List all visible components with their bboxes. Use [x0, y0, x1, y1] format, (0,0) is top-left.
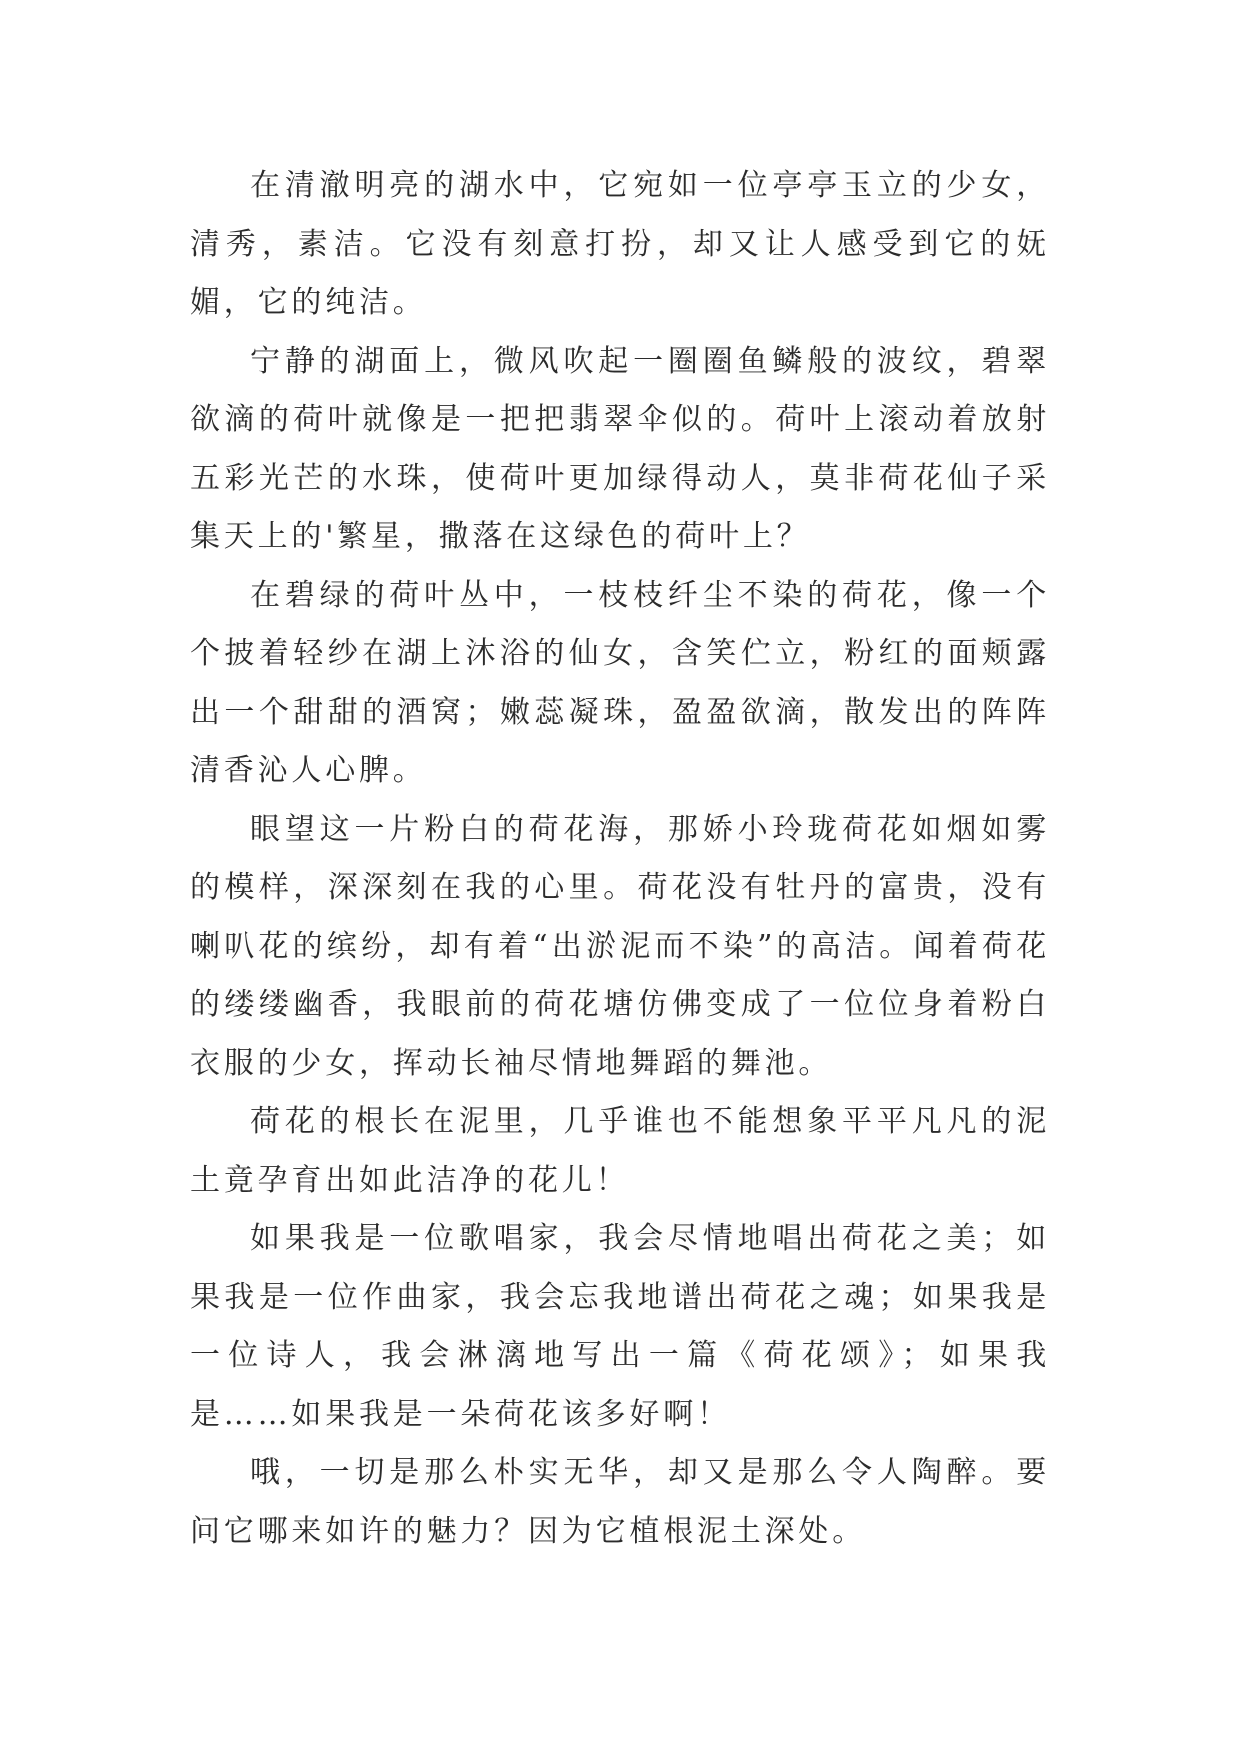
paragraph-6: 如果我是一位歌唱家，我会尽情地唱出荷花之美；如果我是一位作曲家，我会忘我地谱出荷花之魂；如果我是一位诗人，我会淋漓地写出一篇《荷花颂》；如果我是……如果我是一朵荷花该多好啊！ [190, 1221, 1050, 1432]
paragraph-4: 眼望这一片粉白的荷花海，那娇小玲珑荷花如烟如雾的模样，深深刻在我的心里。荷花没有牡丹的富贵，没有喇叭花的缤纷，却有着“出淤泥而不染”的高洁。闻着荷花的缕缕幽香，我眼前的荷花塘仿佛变成了一位位身着粉白衣服的少女，挥动长袖尽情地舞蹈的舞池。 [190, 811, 1050, 1081]
paragraph-2: 宁静的湖面上，微风吹起一圈圈鱼鳞般的波纹，碧翠欲滴的荷叶就像是一把把翡翠伞似的。荷叶上滚动着放射五彩光芒的水珠，使荷叶更加绿得动人，莫非荷花仙子采集天上的'繁星，撒落在这绿色的荷叶上？ [190, 343, 1050, 554]
paragraph-7: 哦，一切是那么朴实无华，却又是那么令人陶醉。要问它哪来如许的魅力？因为它植根泥土深处。 [190, 1455, 1050, 1549]
paragraph-3: 在碧绿的荷叶丛中，一枝枝纤尘不染的荷花，像一个个披着轻纱在湖上沐浴的仙女，含笑伫立，粉红的面颊露出一个甜甜的酒窝；嫩蕊凝珠，盈盈欲滴，散发出的阵阵清香沁人心脾。 [190, 577, 1050, 788]
paragraph-1: 在清澈明亮的湖水中，它宛如一位亭亭玉立的少女，清秀，素洁。它没有刻意打扮，却又让人感受到它的妩媚，它的纯洁。 [190, 168, 1050, 320]
document-body [190, 157, 1050, 1561]
paragraph-5: 荷花的根长在泥里，几乎谁也不能想象平平凡凡的泥土竟孕育出如此洁净的花儿！ [190, 1104, 1050, 1198]
